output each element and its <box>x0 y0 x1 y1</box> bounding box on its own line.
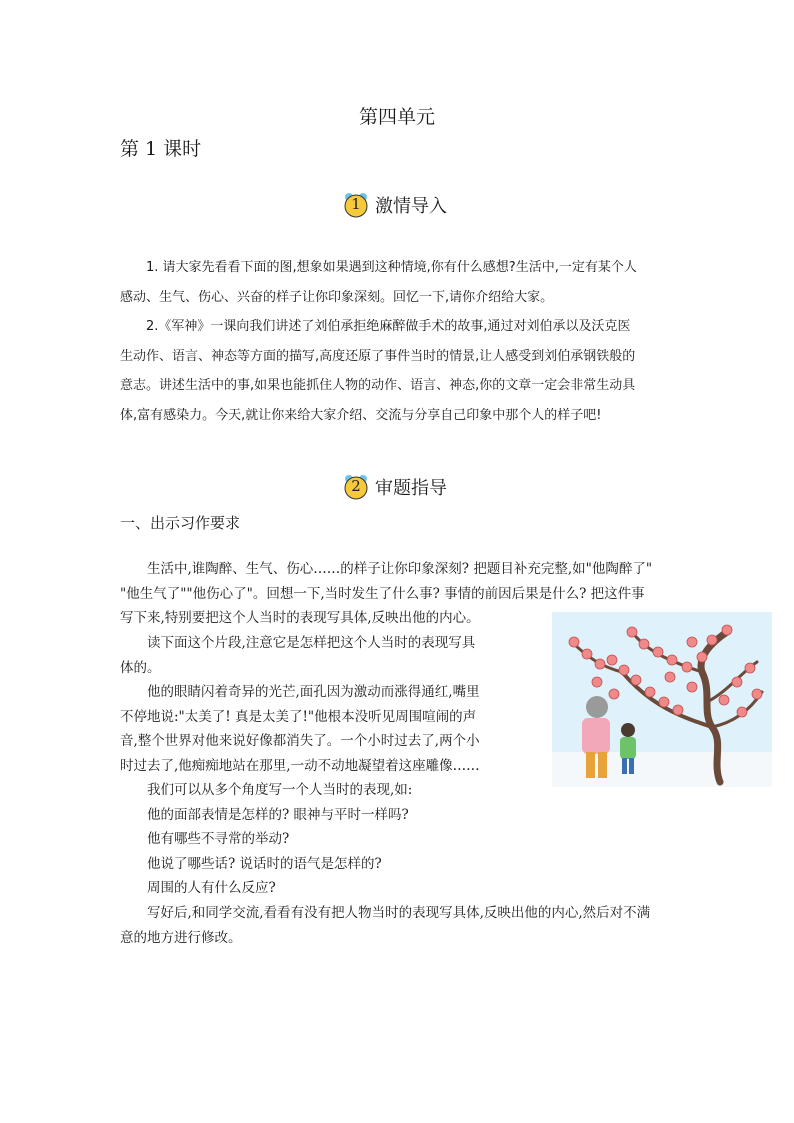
plum-blossom-illustration <box>552 612 772 787</box>
body-paragraph-final: 写好后,和同学交流,看看有没有把人物当时的表现写具体,反映出他的内心,然后对不满 意的地方进行修改。 <box>120 905 651 946</box>
subheading: 一、出示习作要求 <box>120 514 241 532</box>
section-number: 1 <box>351 195 361 213</box>
body-paragraph-excerpt: 读下面这个片段,注意它是怎样把这个人当时的表现写具 体的。 他的眼睛闪着奇异的光芒,面孔因为激动而涨得通红,嘴里 不停地说:"太美了! 真是太美了!"他根本没听见周围喧闹的声 音,整个世界对他来说好像都消失了。一个小时过去了,两个小 时过去了,他痴痴地站在那里,一动不动地凝望着这座雕像…… <box>120 635 480 774</box>
intro-paragraph-1: 1. 请大家先看看下面的图,想象如果遇到这种情境,你有什么感想?生活中,一定有某个人 感动、生气、伤心、兴奋的样子让你印象深刻。回忆一下,请你介绍给大家。 <box>120 260 637 305</box>
body-paragraph-prompt: 生活中,谁陶醉、生气、伤心……的样子让你印象深刻? 把题目补充完整,如"他陶醉了" "他生气了""他伤心了"。回想一下,当时发生了什么事? 事情的前因后果是什么? 把这件事 写下来,特别要把这个人当时的表现写具体,反映出他的内心。 <box>120 561 653 627</box>
unit-title: 第四单元 <box>358 106 435 128</box>
lesson-title: 第 1 课时 <box>120 138 202 160</box>
section-title: 审题指导 <box>375 478 447 499</box>
body-questions: 我们可以从多个角度写一个人当时的表现,如: 他的面部表情是怎样的? 眼神与平时一样吗? 他有哪些不寻常的举动? 他说了哪些话? 说话时的语气是怎样的? 周围的人有什么反应? <box>147 782 413 897</box>
section-title: 激情导入 <box>375 196 447 217</box>
number-badge-icon <box>343 474 369 500</box>
section-header-2 <box>343 471 447 503</box>
section-number: 2 <box>351 477 361 495</box>
section-header-1 <box>343 189 447 221</box>
intro-paragraph-2: 2.《军神》一课向我们讲述了刘伯承拒绝麻醉做手术的故事,通过对刘伯承以及沃克医 生动作、语言、神态等方面的描写,高度还原了事件当时的情景,让人感受到刘伯承钢铁般的 意志。讲述生活中的事,如果也能抓住人物的动作、语言、神态,你的文章一定会非常生动具 体,富有感染力。今天,就让你来给大家介绍、交流与分享自己印象中那个人的样子吧! <box>120 319 636 423</box>
number-badge-icon <box>343 192 369 218</box>
